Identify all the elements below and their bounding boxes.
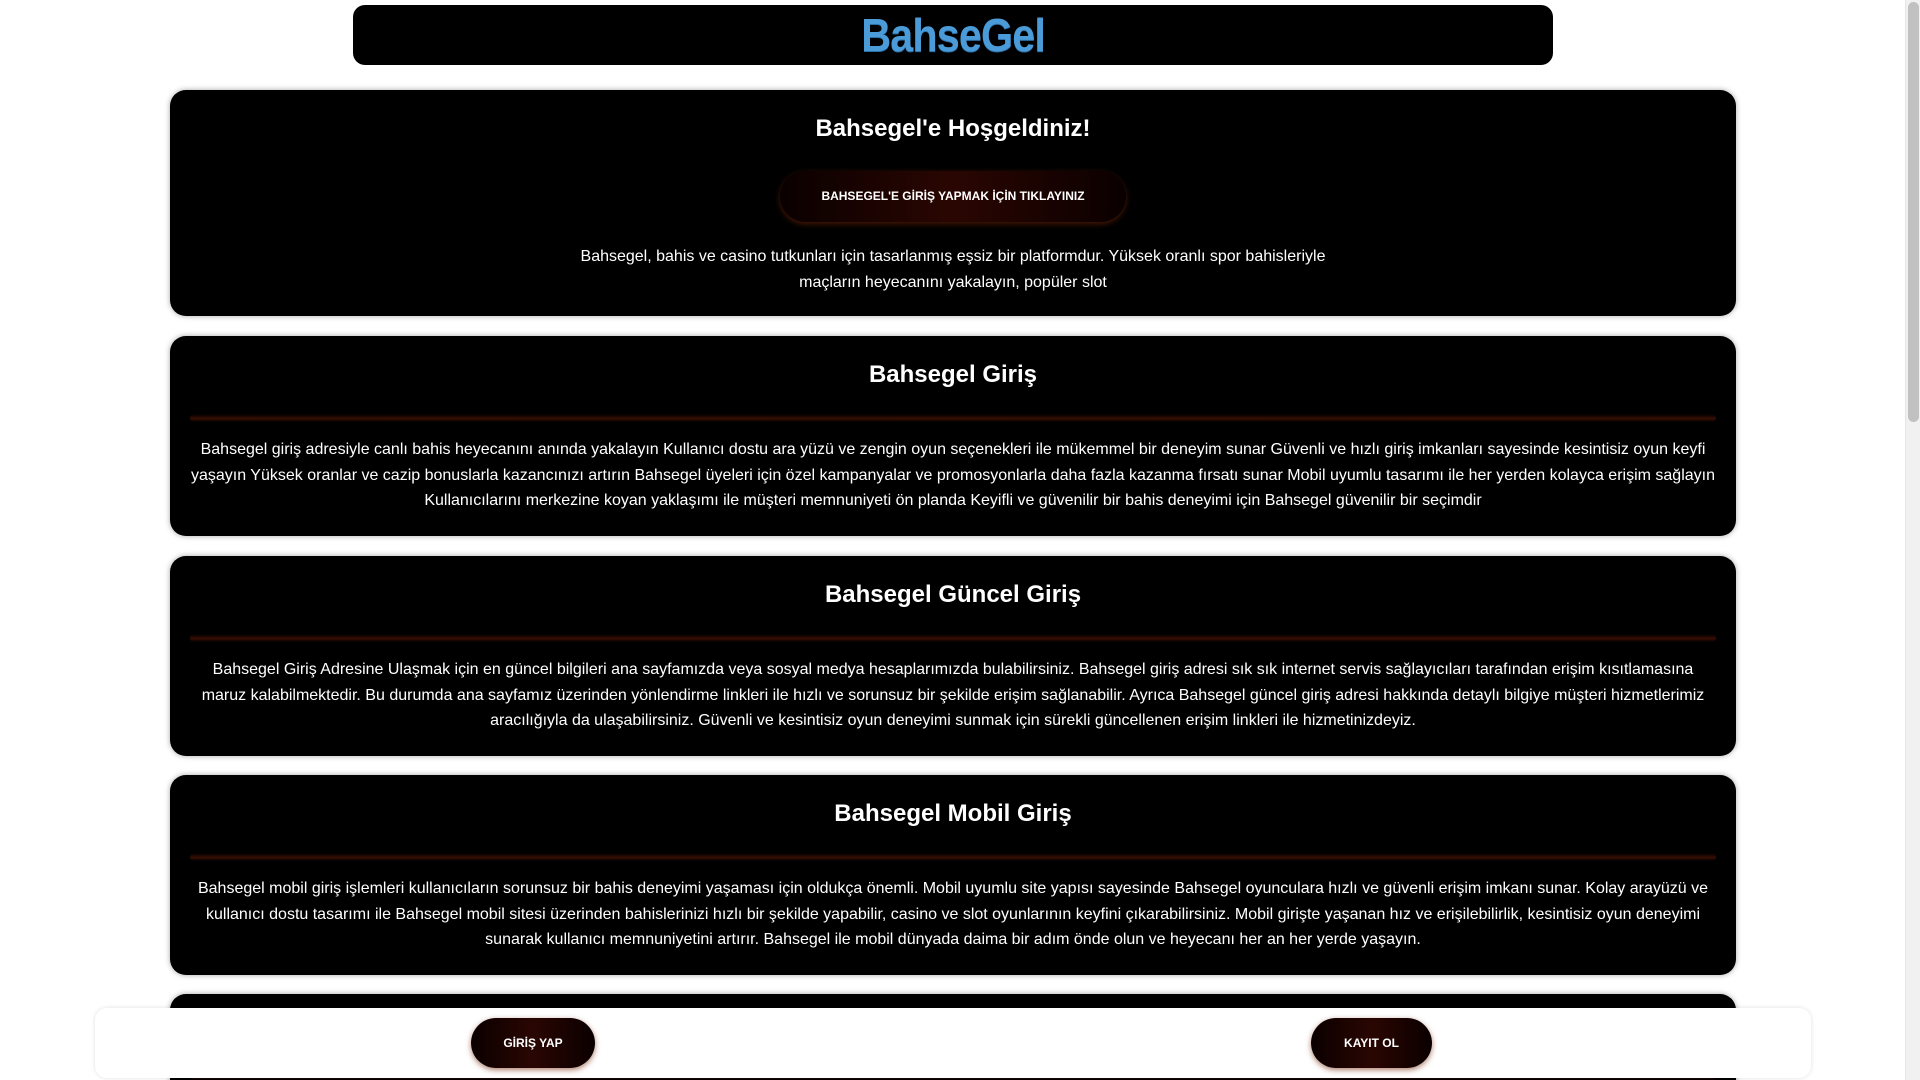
section-card-guncel-giris	[170, 556, 1736, 756]
section-divider	[190, 853, 1716, 861]
section-title: Bahsegel Mobil Giriş	[834, 800, 1072, 827]
login-cta-button[interactable]: BAHSEGEL'E GİRİŞ YAPMAK İÇİN TIKLAYINIZ	[780, 171, 1126, 222]
section-divider	[190, 634, 1716, 642]
section-text: Bahsegel giriş adresiyle canlı bahis heyecanını anında yakalayın Kullanıcı dostu ara yüzü ve zengin oyun seçenekleri ile mükemmel bir deneyim sunar Güvenli ve hızlı giriş imkanları sayesinde kesintisiz oyun keyfi yaşayın Yüksek oranlar ve cazip bonuslarla kazancınızı artırın Bahsegel üyeleri için özel kampanyalar ve promosyonlarla daha fazla kazanma fırsatı sunar Mobil uyumlu tasarımı ile her yerden kolayca erişim sağlayın Kullanıcılarını merkezine koyan yaklaşımı ile müşteri memnuniyeti ön planda Keyifli ve güvenilir bir bahis deneyimi için Bahsegel güvenilir bir seçimdir	[191, 441, 1715, 509]
bottom-action-bar	[95, 1008, 1811, 1078]
section-text: Bahsegel mobil giriş işlemleri kullanıcıların sorunsuz bir bahis deneyimi yaşaması için oldukça önemli. Mobil uyumlu site yapısı sayesinde Bahsegel oyunculara hızlı ve güvenli erişim imkanı sunar. Kolay arayüzü ve kullanıcı dostu tasarımı ile Bahsegel mobil sitesi üzerinden bahislerinizi hızlı bir şekilde yapabilir, casino ve slot oyunlarının keyfini çıkarabilirsiniz. Mobil girişte yaşanan hız ve erişilebilirlik, kesintisiz oyun deneyimi sunarak kullanıcı memnuniyetini artırır. Bahsegel ile mobil dünyada daima bir adım önde olun ve heyecanı her an her yerde yaşayın.	[197, 880, 1709, 948]
section-title: Bahsegel Güncel Giriş	[824, 581, 1082, 608]
welcome-title: Bahsegel'e Hoşgeldiniz!	[815, 115, 1091, 142]
register-button[interactable]: KAYIT OL	[1311, 1018, 1432, 1068]
welcome-card	[170, 90, 1736, 316]
login-button[interactable]: GİRİŞ YAP	[471, 1018, 595, 1068]
section-card-mobil-giris	[170, 775, 1736, 975]
section-text: Bahsegel Giriş Adresine Ulaşmak için en güncel bilgileri ana sayfamızda veya sosyal medya hesaplarımızda bulabilirsiniz. Bahsegel giriş adresi sık sık internet servis sağlayıcıları tarafından erişim kısıtlamasına maruz kalabilmektedir. Bu durumda ana sayfamız üzerinden yönlendirme linkleri ile hızlı ve sorunsuz bir şekilde erişim sağlanabilir. Ayrıca Bahsegel güncel giriş adresi hakkında detaylı bilgiye müşteri hizmetlerimiz aracılığıyla da ulaşabilirsiniz. Güvenli ve kesintisiz oyun deneyimi sunmak için sürekli güncellenen erişim linkleri ile hizmetinizdeyiz.	[201, 661, 1705, 729]
section-divider	[190, 414, 1716, 422]
scrollbar-thumb[interactable]	[1908, 2, 1919, 422]
site-header	[353, 5, 1553, 65]
site-logo[interactable]: BahseGel	[861, 9, 1045, 61]
vertical-scrollbar[interactable]	[1905, 0, 1920, 1080]
welcome-text: Bahsegel, bahis ve casino tutkunları için tasarlanmış eşsiz bir platformdur. Yüksek oranlı spor bahisleriyle maçların heyecanını yakalayın, popüler slot	[580, 248, 1326, 291]
section-title: Bahsegel Giriş	[868, 361, 1038, 388]
section-card-giris	[170, 336, 1736, 536]
